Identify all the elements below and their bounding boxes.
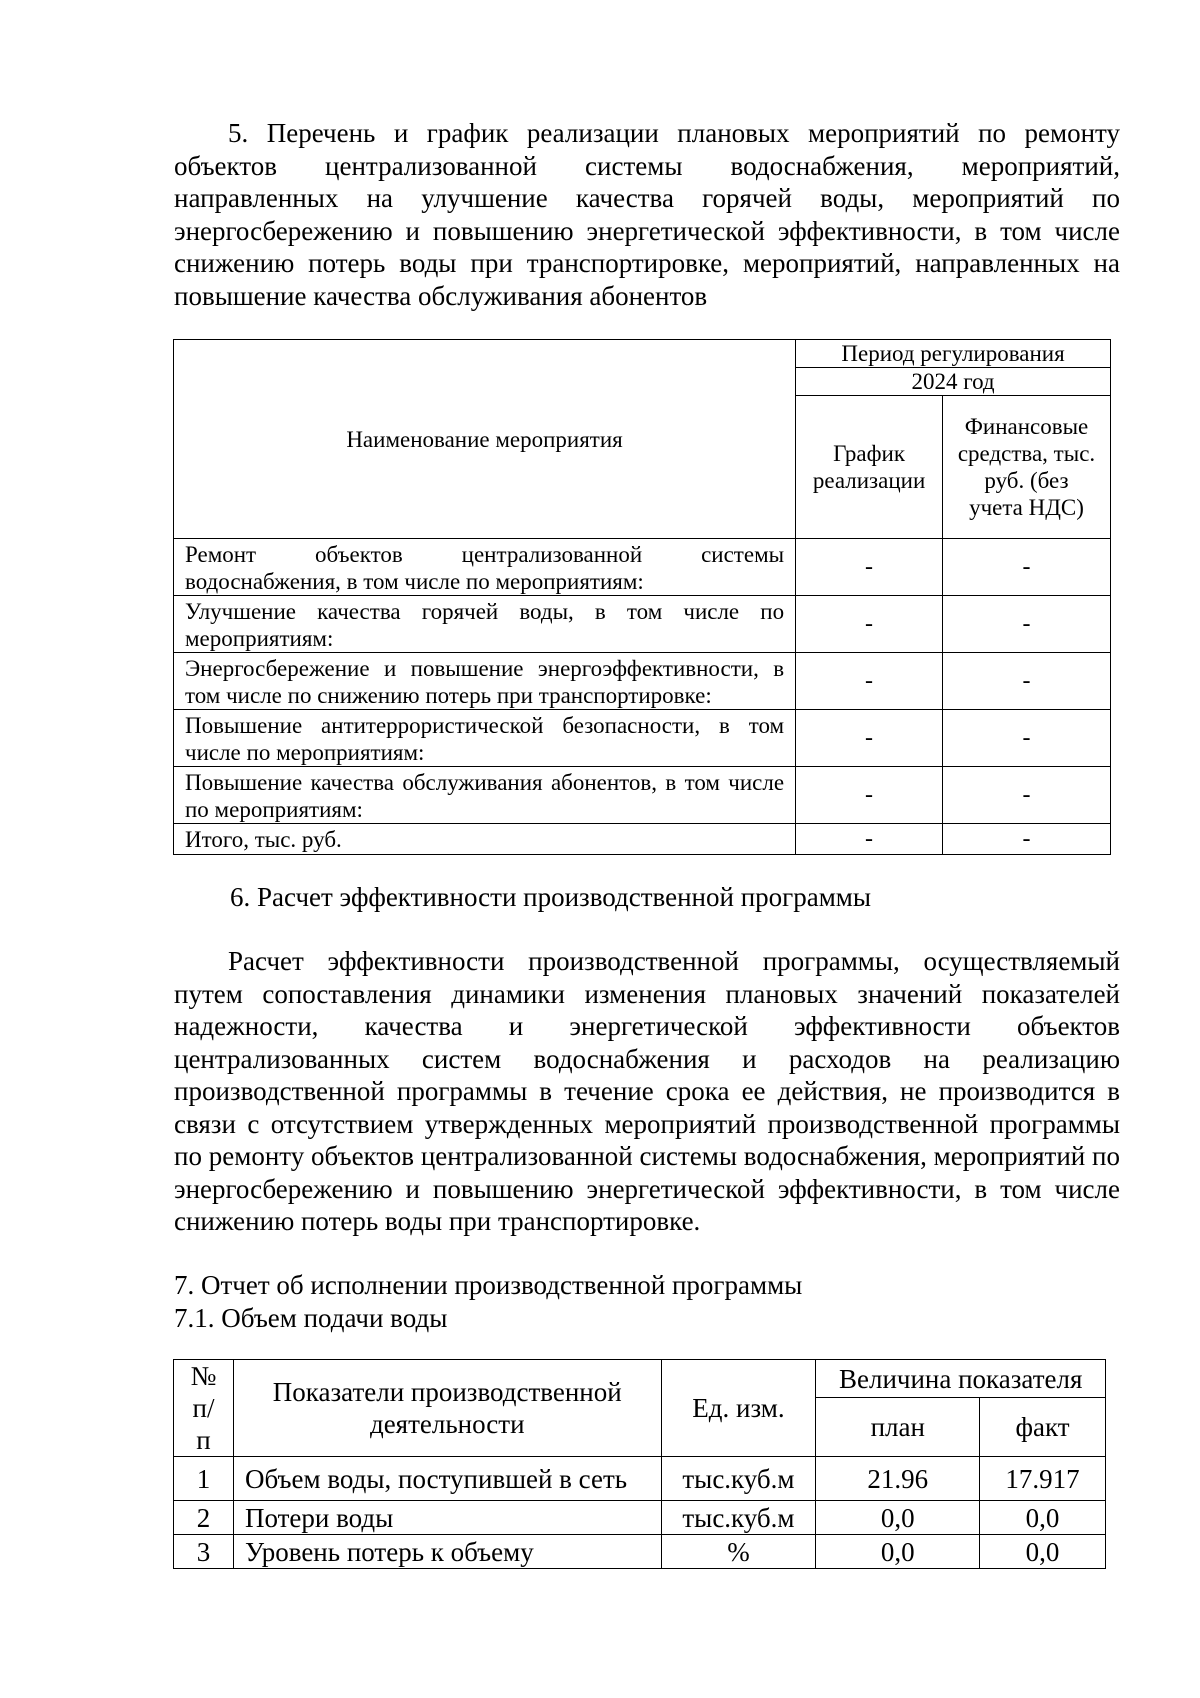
header-unit: Ед. изм. [661, 1360, 816, 1457]
section-5-heading: 5. Перечень и график реализации плановых мероприятий по ремонту объектов централизованной системы водоснабжения, мероприятий, направленных на улучшение качества горячей воды, мероприятий по энергосбережению и повышению энергетической эффективности, в том числе снижению потерь воды при транспортировке, мероприятий, направленных на повышение качества обслуживания абонентов [174, 118, 1120, 311]
section-7-1-heading: 7.1. Объем подачи воды [174, 1303, 448, 1333]
header-year: 2024 год [796, 368, 1111, 396]
section-6-heading: 6. Расчет эффективности производственной программы [230, 882, 872, 912]
row-unit: % [661, 1535, 816, 1569]
row-fact: 0,0 [980, 1535, 1106, 1569]
schedule-cell: - [796, 539, 943, 596]
schedule-cell: - [796, 710, 943, 767]
table-row-total [174, 824, 1111, 855]
measure-name: Улучшение качества горячей воды, в том числе по мероприятиям: [174, 596, 796, 653]
section-6-body: Расчет эффективности производственной программы, осуществляемый путем сопоставления динамики изменения плановых значений показателей надежности, качества и энергетической эффективности объектов централизованных систем водоснабжения и расходов на реализацию производственной программы в течение срока ее действия, не производится в связи с отсутствием утвержденных мероприятий производственной программы по ремонту объектов централизованной системы водоснабжения, мероприятий по энергосбережению и повышению энергетической эффективности, в том числе снижению потерь воды при транспортировке. [174, 946, 1120, 1236]
header-plan: план [816, 1398, 980, 1457]
header-finance: Финансовые средства, тыс. руб. (без учета НДС) [943, 396, 1111, 539]
row-num: 2 [174, 1501, 234, 1535]
row-indicator: Объем воды, поступившей в сеть [233, 1457, 661, 1501]
row-plan: 0,0 [816, 1535, 980, 1569]
finance-cell: - [943, 539, 1111, 596]
finance-cell: - [943, 596, 1111, 653]
table-row [174, 539, 1111, 596]
header-indicator: Показатели производственной деятельности [233, 1360, 661, 1457]
header-value: Величина показателя [816, 1360, 1106, 1398]
row-num: 1 [174, 1457, 234, 1501]
header-num: № п/п [174, 1360, 234, 1457]
table-row [174, 653, 1111, 710]
row-plan: 0,0 [816, 1501, 980, 1535]
header-period: Период регулирования [796, 340, 1111, 368]
table-row [174, 1501, 1106, 1535]
finance-cell: - [943, 824, 1111, 855]
row-plan: 21.96 [816, 1457, 980, 1501]
table-row [174, 1457, 1106, 1501]
total-label: Итого, тыс. руб. [174, 824, 796, 855]
schedule-cell: - [796, 653, 943, 710]
measures-table [173, 339, 1111, 855]
row-fact: 17.917 [980, 1457, 1106, 1501]
row-unit: тыс.куб.м [661, 1457, 816, 1501]
row-num: 3 [174, 1535, 234, 1569]
row-fact: 0,0 [980, 1501, 1106, 1535]
measure-name: Повышение качества обслуживания абонентов, в том числе по мероприятиям: [174, 767, 796, 824]
header-measure-name: Наименование мероприятия [174, 340, 796, 539]
schedule-cell: - [796, 596, 943, 653]
water-supply-table [173, 1359, 1106, 1569]
finance-cell: - [943, 767, 1111, 824]
table-row [174, 596, 1111, 653]
finance-cell: - [943, 710, 1111, 767]
table-row [174, 1535, 1106, 1569]
section-7-heading: 7. Отчет об исполнении производственной программы [174, 1270, 803, 1300]
table-row [174, 767, 1111, 824]
schedule-cell: - [796, 824, 943, 855]
measure-name: Ремонт объектов централизованной системы водоснабжения, в том числе по мероприятиям: [174, 539, 796, 596]
table-row [174, 710, 1111, 767]
row-indicator: Потери воды [233, 1501, 661, 1535]
measure-name: Повышение антитеррористической безопасности, в том числе по мероприятиям: [174, 710, 796, 767]
header-fact: факт [980, 1398, 1106, 1457]
header-schedule: График реализации [796, 396, 943, 539]
row-unit: тыс.куб.м [661, 1501, 816, 1535]
measure-name: Энергосбережение и повышение энергоэффективности, в том числе по снижению потерь при транспортировке: [174, 653, 796, 710]
row-indicator: Уровень потерь к объему [233, 1535, 661, 1569]
schedule-cell: - [796, 767, 943, 824]
finance-cell: - [943, 653, 1111, 710]
